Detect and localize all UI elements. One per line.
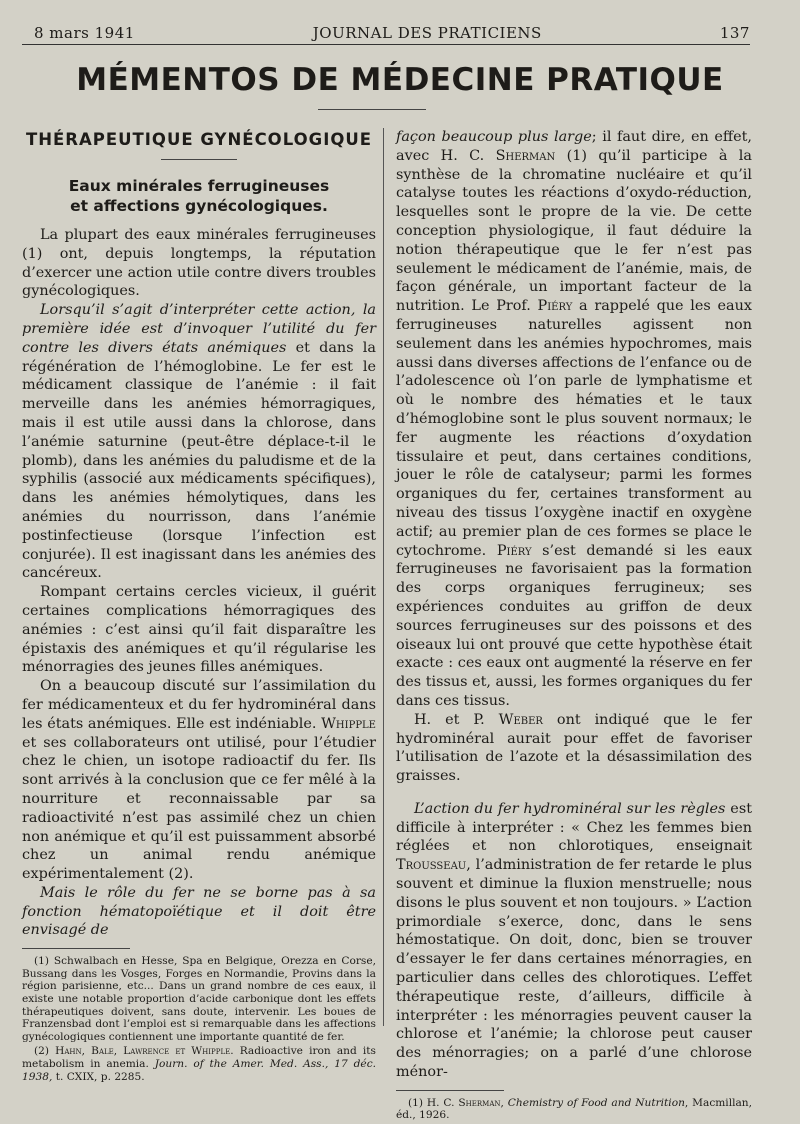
paragraph: La plupart des eaux minérales ferrugineuses (1) ont, depuis longtemps, la réputation d’exercer une action utile contre divers troubles gynécologiques. xyxy=(22,227,376,300)
author-name: Piéry xyxy=(537,298,573,315)
page-number: 137 xyxy=(719,24,750,42)
italic-phrase: L’action du fer hydrominéral sur les règles xyxy=(414,800,726,817)
paragraph-text: ; il faut dire, en effet, avec H. C. xyxy=(396,129,752,164)
paragraph-text: On a beaucoup discuté sur l’assimilation du fer médicamenteux et du fer hydrominéral dans les états anémiques. Elle est indéniable. xyxy=(22,678,376,732)
left-column xyxy=(22,128,376,1085)
footnote-text: . Radioactive iron and its metabolism in anemia. xyxy=(22,1045,376,1071)
footnote-rule xyxy=(22,948,130,949)
paragraph-text: est difficile à interpréter : « Chez les femmes bien réglées et non chlorotiques, enseignait xyxy=(396,800,752,855)
running-header xyxy=(34,18,750,42)
author-name: Sherman xyxy=(495,147,556,164)
footnote: (1) Schwalbach en Hesse, Spa en Belgique, Orezza en Corse, Bussang dans les Vosges, Forges en Normandie, Provins dans la région parisienne, etc... Dans un grand nombre de ces eaux, il existe une notable proportion d’acide carbonique dont les effets thérapeutiques doivent, sans doute, intervenir. Les boues de Franzensbad dont l’emploi est si remarquable dans les affections gynécologiques contiennent une importante quantité de fer. xyxy=(22,955,376,1043)
author-name: Trousseau xyxy=(396,857,467,874)
italic-phrase: façon beaucoup plus large xyxy=(396,129,592,145)
footnote-text: t. CXIX, p. 2285. xyxy=(52,1070,145,1083)
footnote xyxy=(22,1045,376,1083)
paragraph-text: (1) qu’il participe à la synthèse de la chromatine nucléaire et qu’il catalyse toutes les réactions d’oxydo-réduction, lesquelles sont le propre de la vie. De cette conception physiologique, il faut déduire la notion thérapeutique que le fer n’est pas seulement le médicament de l’anémie, mais, de façon générale, un important facteur de la nutrition. Le Prof. xyxy=(396,147,752,315)
paragraph-text: ont indiqué que le fer hydrominéral aurait pour effet de favoriser l’utilisation de l’azote et la désassimilation des graisses. xyxy=(396,711,752,785)
issue-date: 8 mars 1941 xyxy=(34,24,135,42)
footnote-text: , xyxy=(500,1096,508,1109)
paragraph xyxy=(396,800,752,1082)
paragraph-text: et dans la régénération de l’hémoglobine. Le fer est le médicament classique de l’anémie : il fait merveille dans les anémies hémorragiques, mais il est utile aussi dans la chlorose, dans l’anémie saturnine (peut-être déplace-t-il le plomb), dans les anémies du paludisme et de la syphilis (associé aux médicaments spécifiques), dans les anémies hémolytiques, dans les anémies du nourrisson, dans l’anémie postinfectieuse (lorsque l’infection est conjurée). Il est inagissant dans les anémies des cancéreux. xyxy=(22,339,376,582)
paragraph xyxy=(22,884,376,940)
paragraph: Rompant certains cercles vicieux, il guérit certaines complications hémorragiques des anémies : c’est ainsi qu’il fait disparaître les épistaxis des anémiques et qu’il régularise les ménorragies des jeunes filles anémiques. xyxy=(22,584,376,676)
journal-citation: Journ. of the Amer. Med. Ass., 17 déc. 1938, xyxy=(22,1058,376,1083)
right-column xyxy=(396,128,752,1124)
journal-name: JOURNAL DES PRATICIENS xyxy=(312,24,542,42)
paragraph-text: , l’administration de fer retarde le plus souvent et diminue la fluxion menstruelle; nous disons le plus souvent et non toujours. » L’action primordiale s’exerce, donc, dans le sens hémostatique. On doit, donc, bien se trouver d’essayer le fer dans certaines ménorragies, en particulier dans celles des chlorotiques. L’effet thérapeutique reste, d’ailleurs, difficile à interpréter : les ménorragies peuvent causer la chlorose et l’anémie; la chlorose peut causer des ménorragies; on a parlé d’une chlorose ménor- xyxy=(396,857,752,1081)
author-name: Weber xyxy=(498,711,543,728)
column-divider xyxy=(383,128,384,1026)
subsection-title-line1: Eaux minérales ferrugineuses xyxy=(68,177,330,195)
paragraph-text: a rappelé que les eaux ferrugineuses naturelles agissent non seulement dans les anémies hypochromes, mais aussi dans diverses affections de l’enfance ou de l’adolescence où l’on parle de lymphatisme et où le nombre des hématies et le taux d’hémoglobine sont le plus souvent normaux; le fer augmente les réactions d’oxydation tissulaire et peut, dans certaines conditions, jouer le rôle de catalyseur; parmi les formes organiques du fer, certaines transforment au niveau des tissus l’oxygène inactif en oxygène actif; au premier plan de ces formes se place le cytochrome. xyxy=(396,298,752,559)
book-title: Chemistry of Food and Nutrition xyxy=(507,1096,685,1109)
header-rule xyxy=(22,44,750,45)
paragraph xyxy=(396,711,752,786)
footnote-text: (1) H. C. xyxy=(408,1096,459,1109)
footnote xyxy=(396,1097,752,1122)
author-name: Whipple xyxy=(321,715,376,732)
paragraph xyxy=(22,301,376,583)
paragraph-text: et ses collaborateurs ont utilisé, pour l’étudier chez le chien, un isotope radioactif du fer. Ils sont arrivés à la conclusion que ce fer mêlé à la nourriture et reconnaissable par sa radioactivité n’est pas assimilé chez un chien non anémique et qu’il est puissamment absorbé chez un animal rendu anémique expérimentalement (2). xyxy=(22,734,376,883)
subsection-title xyxy=(22,176,376,216)
section-title: THÉRAPEUTIQUE GYNÉCOLOGIQUE xyxy=(25,130,373,149)
italic-phrase: Mais le rôle du fer ne se borne pas à sa fonction hématopoïétique et il doit être envisagé de xyxy=(22,884,376,939)
footnote-text: , Macmillan, éd., 1926. xyxy=(396,1096,752,1122)
paragraph xyxy=(22,677,376,884)
paragraph xyxy=(396,128,752,711)
paragraph-text: H. et P. xyxy=(414,711,499,728)
paragraph-text: s’est demandé si les eaux ferrugineuses ne favorisaient pas la formation des corps organiques ferrugineux; ses expériences conduites au griffon de deux sources ferrugineuses sur des poissons et des oiseaux lui ont prouvé que cette hypothèse était exacte : ces eaux ont augmenté la réserve en fer des tissus et, aussi, les formes organiques du fer dans ces tissus. xyxy=(396,542,753,709)
footnote-rule xyxy=(396,1090,504,1091)
author-name: Sherman xyxy=(458,1096,501,1109)
footnote-number: (2) xyxy=(34,1045,56,1058)
italic-phrase: Lorsqu’il s’agit d’interpréter cette action, la première idée est d’invoquer l’utilité du fer contre les divers états anémiques xyxy=(22,302,376,356)
author-names: Hahn, Bale, Lawrence et Whipple xyxy=(55,1045,231,1058)
main-title: MÉMENTOS DE MÉDECINE PRATIQUE xyxy=(76,62,724,98)
section-rule xyxy=(161,159,237,160)
title-rule xyxy=(318,109,426,110)
author-name: Piéry xyxy=(496,542,532,559)
subsection-title-line2: et affections gynécologiques. xyxy=(70,197,328,215)
